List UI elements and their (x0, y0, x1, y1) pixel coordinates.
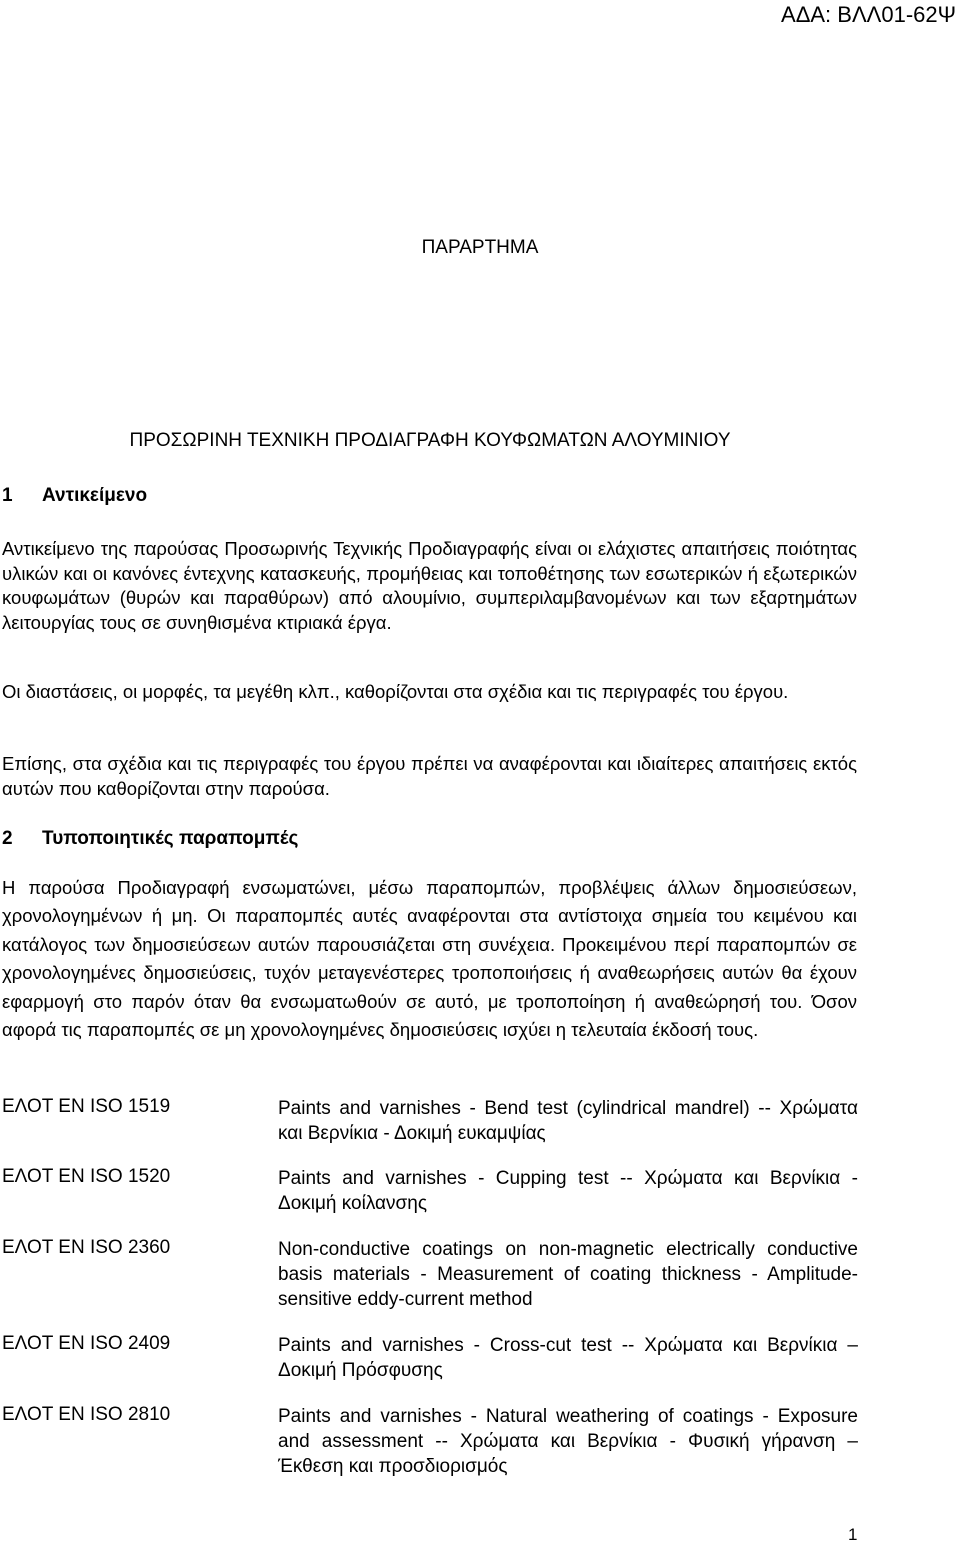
page-number: 1 (848, 1525, 858, 1544)
reference-code: ΕΛΟΤ EN ISO 2409 (2, 1333, 171, 1354)
section-1-number: 1 (2, 485, 13, 506)
reference-description: Paints and varnishes - Cupping test -- Χρώματα και Βερνίκια - Δοκιμή κοίλανσης (278, 1168, 858, 1214)
section-1-paragraph-2: Οι διαστάσεις, οι μορφές, τα μεγέθη κλπ., καθορίζονται στα σχέδια και τις περιγραφές του έργου. (2, 681, 789, 702)
section-1-paragraph-3: Επίσης, στα σχέδια και τις περιγραφές του έργου πρέπει να αναφέρονται και ιδιαίτερες απαιτήσεις εκτός αυτών που καθορίζονται στην παρούσα. (2, 753, 857, 799)
reference-code: ΕΛΟΤ EN ISO 1519 (2, 1096, 171, 1117)
reference-description: Paints and varnishes - Cross-cut test -- Χρώματα και Βερνίκια – Δοκιμή Πρόσφυσης (278, 1335, 858, 1381)
section-1-heading (2, 485, 147, 507)
reference-code: ΕΛΟΤ EN ISO 1520 (2, 1166, 171, 1187)
document-title: ΠΑΡΑΡΤΗΜΑ (421, 237, 539, 258)
reference-description: Paints and varnishes - Natural weathering of coatings - Exposure and assessment -- Χρώματα και Βερνίκια - Φυσική γήρανση – Έκθεση και προσδιορισμός (278, 1406, 858, 1477)
reference-description: Non-conductive coatings on non-magnetic electrically conductive basis materials - Measurement of coating thickness - Amplitude-sensitive eddy-current method (278, 1239, 858, 1310)
section-2-title: Τυποποιητικές παραπομπές (42, 828, 299, 849)
reference-code: ΕΛΟΤ EN ISO 2360 (2, 1237, 171, 1258)
reference-description: Paints and varnishes - Bend test (cylindrical mandrel) -- Χρώματα και Βερνίκια - Δοκιμή ευκαμψίας (278, 1098, 858, 1144)
reference-code: ΕΛΟΤ EN ISO 2810 (2, 1404, 171, 1425)
ada-code: ΑΔΑ: ΒΛΛ01-62Ψ (781, 2, 956, 27)
document-subtitle: ΠΡΟΣΩΡΙΝΗ ΤΕΧΝΙΚΗ ΠΡΟΔΙΑΓΡΑΦΗ ΚΟΥΦΩΜΑΤΩΝ ΑΛΟΥΜΙΝΙΟΥ (129, 430, 731, 451)
section-2-heading (2, 828, 298, 850)
section-1-paragraph-1: Αντικείμενο της παρούσας Προσωρινής Τεχνικής Προδιαγραφής είναι οι ελάχιστες απαιτήσεις ποιότητας υλικών και οι κανόνες έντεχνης κατασκευής, προμήθειας και τοποθέτησης των εσωτερικών ή εξωτερικών κουφωμάτων (θυρών και παραθύρων) από αλουμίνιο, συμπεριλαμβανομένων και των εξαρτημάτων λειτουργίας τους σε συνηθισμένα κτιριακά έργα. (2, 538, 857, 633)
section-2-paragraph: Η παρούσα Προδιαγραφή ενσωματώνει, μέσω παραπομπών, προβλέψεις άλλων δημοσιεύσεων, χρονολογημένων ή μη. Οι παραπομπές αυτές αναφέρονται στα αντίστοιχα σημεία του κειμένου και κατάλογος των δημοσιεύσεων αυτών παρουσιάζεται στη συνέχεια. Προκειμένου περί παραπομπών σε χρονολογημένες δημοσιεύσεις, τυχόν μεταγενέστερες τροποποιήσεις ή αναθεωρήσεις αυτών θα έχουν εφαρμογή στο παρόν όταν θα ενσωματωθούν σε αυτό, με τροποποίηση ή αναθεώρησή του. Όσον αφορά τις παραπομπές σε μη χρονολογημένες δημοσιεύσεις ισχύει η τελευταία έκδοσή τους. (2, 877, 857, 1041)
section-2-number: 2 (2, 828, 13, 849)
section-1-title: Αντικείμενο (42, 485, 148, 506)
